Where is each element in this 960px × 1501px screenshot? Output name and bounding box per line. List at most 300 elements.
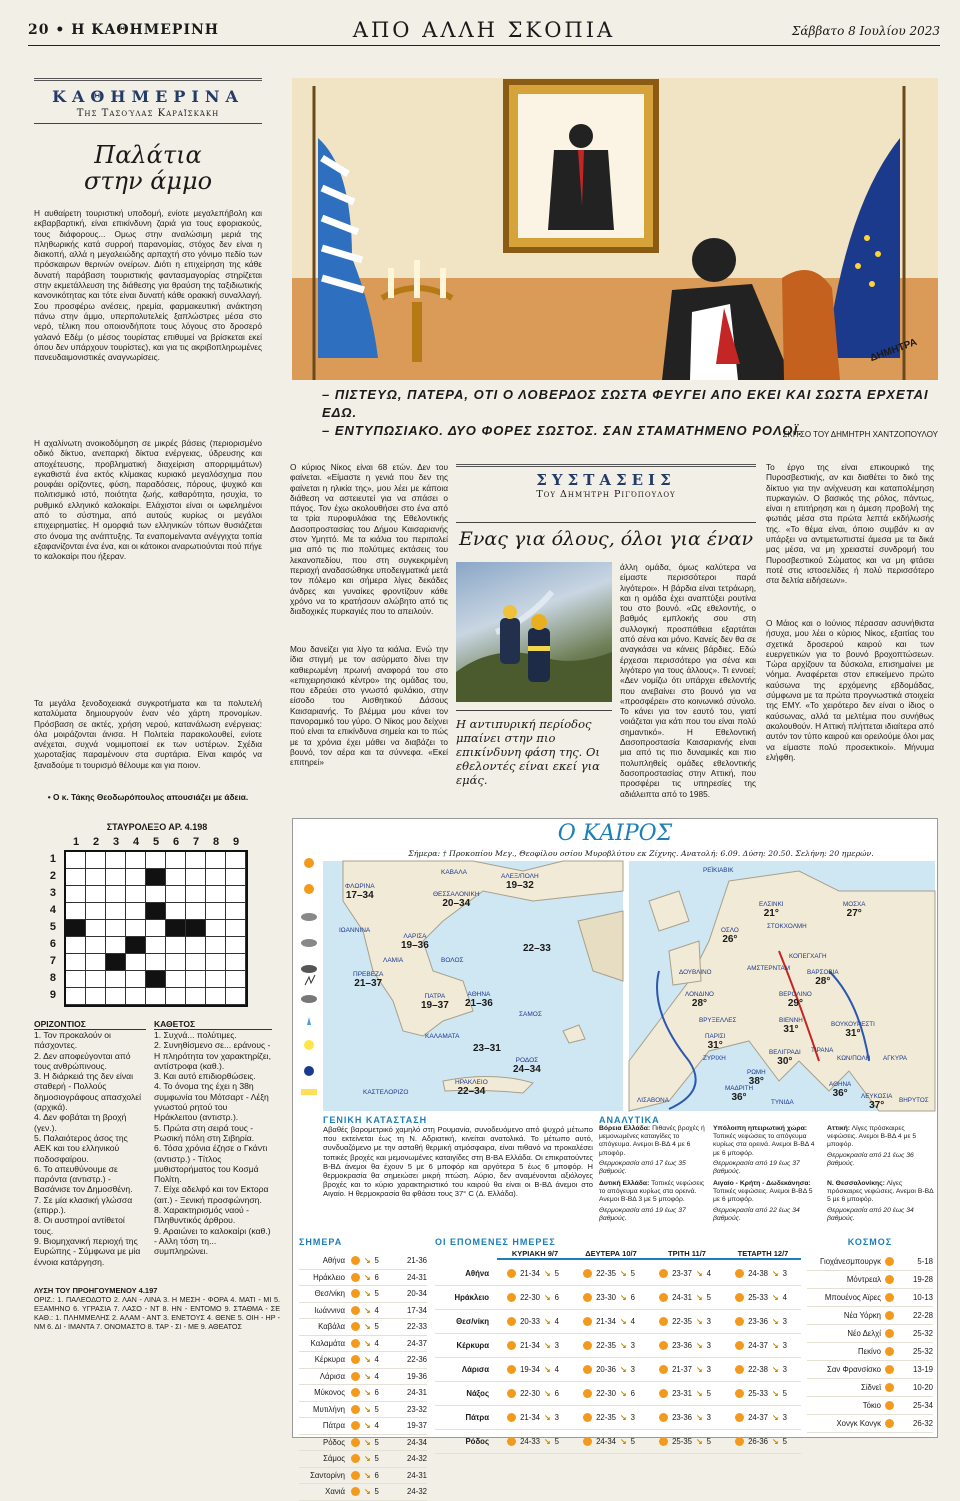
sun-icon: [659, 1269, 668, 1278]
wind-force: 3: [706, 1365, 711, 1374]
temp-range: 20-34: [407, 1289, 427, 1299]
city-name: ΜΟΣΧΑ: [843, 901, 866, 908]
greece-city-label: [441, 957, 464, 964]
column-signoff: • Ο κ. Τάκης Θεοδωρόπουλος απουσιάζει με άδεια.: [47, 792, 249, 802]
city-name: Θεσ/νίκη: [314, 1289, 345, 1299]
wind-force: 5: [374, 1289, 379, 1299]
wind-force: 5: [782, 1437, 787, 1446]
wind-force: 4: [374, 1371, 379, 1381]
sun-icon: [351, 1273, 360, 1282]
general-text: Αβαθές βαρομετρικό χαμηλό στη Ρουμανία, συνοδευόμενο από ψυχρό μέτωπο που εκτείνεται έως τη Ν. Αδριατική, κινείται ανατολικά. Το μέτωπο αυτό, συνδυαζόμενο με την ασταθή θερμική ατμόσφαιρα, είναι πιθανό να προκαλέσει τοπικές βροχές και μεμονωμένες καταιγίδες στη Β-ΒΑ Ελλάδα. Οι επικρατούντες Β-ΒΔ άνεμοι θα έχουν 5 με 6 μποφόρ και αργότερα 5 έως 6 μποφόρ. Η θερμοκρασία θα σημειώσει μικρή πτώση. Αύριο, δεν αναμένονται αξιόλογες βροχές και το κύριο χαρακτηριστικό του καιρού θα είναι οι Β-ΒΔ άνεμοι στο Αιγαίο. Η θερμοκρασία θα φθάσει τους 37° C (Δ. Ελλάδα).: [323, 1125, 593, 1199]
page-number: 20 • Η ΚΑΘΗΜΕΡΙΝΗ: [28, 22, 220, 38]
wind-arrow-icon: ↘: [364, 1355, 371, 1365]
wind-force: 3: [706, 1341, 711, 1350]
temp-range: 22-30: [520, 1389, 541, 1398]
sun-icon: [351, 1421, 360, 1430]
crossword-col-number: 7: [192, 836, 200, 848]
crossword-cell[interactable]: [186, 971, 206, 988]
world-row: [807, 1361, 933, 1379]
crossword-cell[interactable]: [126, 920, 146, 937]
crossword-cell[interactable]: [186, 937, 206, 954]
wind-force: 5: [374, 1437, 379, 1447]
crossword-cell[interactable]: [206, 869, 226, 886]
wind-arrow-icon: ↘: [620, 1293, 627, 1302]
wind-arrow-icon: ↘: [772, 1293, 779, 1302]
next-day-header: ΤΕΤΑΡΤΗ 12/7: [725, 1249, 801, 1260]
sun-icon: [583, 1365, 592, 1374]
crossword-cell[interactable]: [146, 971, 166, 988]
region-temp: Θερμοκρασία από 22 έως 34 βαθμούς.: [713, 1206, 800, 1222]
crossword-cell[interactable]: [86, 869, 106, 886]
crossword-cell[interactable]: [86, 988, 106, 1005]
temp-range: 23-31: [672, 1389, 693, 1398]
crossword-cell[interactable]: [106, 971, 126, 988]
prev-solution-title: ΛΥΣΗ ΤΟΥ ΠΡΟΗΓΟΥΜΕΝΟΥ 4.197: [34, 1286, 158, 1295]
wind-force: 3: [782, 1413, 787, 1422]
column-byline: Της Τασούλας Καραΐσκάκη: [76, 108, 220, 119]
crossword-cell[interactable]: [146, 988, 166, 1005]
world-row: [807, 1325, 933, 1343]
city-name: Αθήνα: [465, 1269, 489, 1278]
city-temp: 21–37: [354, 978, 383, 989]
sun-icon: [507, 1317, 516, 1326]
temp-range: 22-28: [913, 1311, 933, 1320]
crossword-cell[interactable]: [106, 886, 126, 903]
wind-arrow-icon: ↘: [696, 1413, 703, 1422]
crossword-cell[interactable]: [166, 852, 186, 869]
city-name: Κέρκυρα: [456, 1341, 489, 1350]
wind-force: 6: [374, 1470, 379, 1480]
feature-photo: [456, 562, 612, 702]
wind-force: 3: [782, 1365, 787, 1374]
next-days-row: [435, 1310, 801, 1334]
region-forecast: [713, 1125, 821, 1177]
crossword-cell[interactable]: [106, 920, 126, 937]
crossword-cell[interactable]: [186, 903, 206, 920]
crossword-cell[interactable]: [166, 920, 186, 937]
crossword-cell[interactable]: [86, 852, 106, 869]
temp-range: 25-34: [913, 1401, 933, 1410]
city-name: Σίδνεϊ: [861, 1383, 881, 1392]
column-paragraph-3: Τα μεγάλα ξενοδοχειακά συγκροτήματα και τα πολυτελή καταλύματα δημιουργούν έναν νέο χάρτη προνομίων. Πρόσβαση σε ακτές, χρήση νερού, κατανάλωση ενέργειας: όλα μοιράζονται άνισα. Η Πολιτεία παρακολουθεί, ενίοτε ανέχεται, συχνά νομιμοποιεί εκ των υστέρων. Σχέδια χωροταξίας παραμένουν στα συρτάρια. Είναι καιρός να ξαναδούμε τι τουρισμό θέλουμε και για ποιον.: [34, 698, 262, 770]
wind-arrow-icon: ↘: [696, 1365, 703, 1374]
world-row: [807, 1253, 933, 1271]
column-paragraph-2: Η αχαλίνωτη ανοικοδόμηση σε μικρές βάσεις (περιορισμένο οδικό δίκτυο, ανεπαρκή δίκτυα ενέργειας, ύδρευσης και αποχέτευσης, προβληματική διαχείριση απορριμμάτων) εγκαθιστά ένα εκτός κλίμακας κυριακό μεγαλόσχημα που ρουφάει ορίζοντες, φύση, παραδόσεις, πόρους, ψυχικό και πολιτισμικό ιστό, ποιότητα ζωής, καθαρότητα, ησυχία, το ρυθμικό ελληνικό καλοκαίρι. Ελάχιστοι είναι οι ωφελημένοι από το σύστημα, από αυτούς κυρίως οι μεγάλοι επιχειρηματίες. Η ομορφιά των ελληνικών τόπων θυσιάζεται στο όνομα της ανάπτυξης. Τα εναπομείναντα ανέγγιχτα τοπία εξαφανίζονται ένα ένα, και οι κάτοικοι αναρωτιούνται πού πήγε το καλοκαίρι που ήξεραν.: [34, 438, 262, 562]
crossword-cell[interactable]: [106, 954, 126, 971]
crossword-cell[interactable]: [66, 852, 86, 869]
crossword-cell[interactable]: [166, 954, 186, 971]
sun-icon: [351, 1438, 360, 1447]
temp-range: 24-31: [407, 1272, 427, 1282]
city-name: ΚΩΝ/ΠΟΛΗ: [837, 1055, 871, 1062]
crossword-cell[interactable]: [66, 988, 86, 1005]
crossword-cell[interactable]: [226, 920, 246, 937]
crossword: [34, 818, 280, 1438]
europe-city-label: [703, 867, 733, 874]
wind-arrow-icon: ↘: [364, 1272, 371, 1282]
wind-arrow-icon: ↘: [364, 1289, 371, 1299]
world-row: [807, 1379, 933, 1397]
world-row: [807, 1343, 933, 1361]
crossword-col-number: 6: [172, 836, 180, 848]
forecast-cell: [723, 1365, 799, 1374]
crossword-cell[interactable]: [186, 852, 206, 869]
wind-force: 4: [374, 1338, 379, 1348]
city-temp: 31°: [783, 1024, 799, 1035]
feature-col-1: Ο κύριος Νίκος είναι 68 ετών. Δεν του φαίνεται. «Είμαστε η γενιά που δεν της φαίνεται η ηλικία της», μου λέει με κάποια διάθεση να αστειευτεί για να σπάσει ο πάγος. Τον έχω ακολουθήσει στο ένα από τα τρία πυροφυλάκια της Εθελοντικής Δασοπροστασίας του Δήμου Καισαριανής στον Υμηττό. Με τα κιάλια του περιπολεί μια από τις πιο πολύτιμες εκτάσεις του λεκανοπεδίου, που στη συγκεκριμένη περιοχή αναδασώθηκε υποδειγματικά μετά τον πόλεμο και σήμερα λίγες δεκάδες άνδρες και γυναίκες φροντίζουν κάθε χρόνο να το κρατήσουν αλώβητο από τις διαδοχικές πυρκαγιές που το απειλούν.: [290, 462, 448, 617]
general-title: ΓΕΝΙΚΗ ΚΑΤΑΣΤΑΣΗ: [323, 1115, 428, 1125]
today-row: [299, 1402, 427, 1419]
crossword-cell[interactable]: [106, 903, 126, 920]
crossword-row-number: 8: [49, 972, 56, 984]
city-name: ΣΑΜΟΣ: [519, 1011, 542, 1018]
city-name: Καλαμάτα: [310, 1338, 345, 1348]
crossword-row-number: 9: [49, 989, 56, 1001]
crossword-cell[interactable]: [126, 886, 146, 903]
wind-force: 3: [782, 1269, 787, 1278]
forecast-cell: [495, 1317, 571, 1326]
crossword-cell[interactable]: [146, 937, 166, 954]
crossword-cell[interactable]: [86, 903, 106, 920]
crossword-cell[interactable]: [126, 954, 146, 971]
crossword-cell[interactable]: [66, 971, 86, 988]
temp-range: 24-32: [407, 1487, 427, 1497]
crossword-col-number: 3: [112, 836, 120, 848]
wind-arrow-icon: ↘: [696, 1269, 703, 1278]
today-row: [299, 1385, 427, 1402]
wind-arrow-icon: ↘: [620, 1389, 627, 1398]
wind-force: 3: [554, 1341, 559, 1350]
forecast-cell: [571, 1389, 647, 1398]
temp-range: 22-35: [596, 1413, 617, 1422]
crossword-cell[interactable]: [86, 920, 106, 937]
greece-city-label: [473, 1043, 501, 1054]
forecast-cell: [723, 1413, 799, 1422]
region-name: Αττική:: [827, 1125, 851, 1132]
temp-range: 21-34: [520, 1413, 541, 1422]
temp-range: 20-36: [596, 1365, 617, 1374]
crossword-cell[interactable]: [66, 937, 86, 954]
wind-arrow-icon: ↘: [772, 1413, 779, 1422]
temp-range: 24-37: [407, 1338, 427, 1348]
today-row: [299, 1253, 427, 1270]
greece-city-label: [421, 993, 449, 1011]
crossword-cell[interactable]: [166, 869, 186, 886]
city-name: Τόκιο: [862, 1401, 881, 1410]
region-temp: Θερμοκρασία από 20 έως 34 βαθμούς.: [827, 1206, 914, 1222]
europe-city-label: [699, 1017, 736, 1024]
temp-range: 22-33: [407, 1322, 427, 1332]
sun-icon: [351, 1471, 360, 1480]
city-name: ΑΓΚΥΡΑ: [883, 1055, 908, 1062]
europe-city-label: [779, 991, 812, 1009]
crossword-cell[interactable]: [86, 971, 106, 988]
crossword-cell[interactable]: [106, 869, 126, 886]
crossword-cell[interactable]: [66, 869, 86, 886]
city-name: ΡΕΪΚΙΑΒΙΚ: [703, 867, 734, 874]
crossword-cell[interactable]: [186, 954, 206, 971]
crossword-cell[interactable]: [146, 903, 166, 920]
temp-range: 10-20: [913, 1383, 933, 1392]
temp-range: 23-36: [672, 1413, 693, 1422]
crossword-cell[interactable]: [126, 988, 146, 1005]
europe-city-label: [779, 1017, 803, 1035]
crossword-cell[interactable]: [106, 937, 126, 954]
wind-arrow-icon: ↘: [620, 1269, 627, 1278]
region-text: Τοπικές νεφώσεις το απόγευμα κυρίως στα ορεινά. Ανεμοι Β-ΒΔ 3 με 5 μποφόρ.: [599, 1180, 705, 1204]
city-name: Αθήνα: [322, 1256, 345, 1266]
city-temp: 22–33: [523, 943, 551, 954]
crossword-cell[interactable]: [126, 852, 146, 869]
temp-range: 22-35: [672, 1317, 693, 1326]
crossword-cell[interactable]: [226, 988, 246, 1005]
cartoon-caption: – ΠΙΣΤΕΥΩ, ΠΑΤΕΡΑ, ΟΤΙ Ο ΛΟΒΕΡΔΟΣ ΣΩΣΤΑ ΦΕΥΓΕΙ ΑΠΟ ΕΚΕΙ ΚΑΙ ΣΩΣΤΑ ΕΡΧΕΤΑΙ ΕΔΩ. – ΕΝΤΥΠΩΣΙΑΚΟ. ΔΥΟ ΦΟΡΕΣ ΣΩΣΤΟΣ. ΣΑΝ ΣΤΑΜΑΤΗΜΕΝΟ ΡΟΛΟΪ.: [322, 387, 929, 438]
crossword-cell[interactable]: [226, 886, 246, 903]
crossword-cell[interactable]: [186, 988, 206, 1005]
today-row: [299, 1336, 427, 1353]
crossword-cell[interactable]: [146, 954, 166, 971]
city-name: ΟΣΛΟ: [721, 927, 739, 934]
crossword-cell[interactable]: [126, 971, 146, 988]
city-name: ΠΡΕΒΕΖΑ: [353, 971, 384, 978]
temp-range: 5-18: [917, 1257, 933, 1266]
crossword-cell[interactable]: [206, 937, 226, 954]
crossword-cell[interactable]: [86, 954, 106, 971]
weather-section: [292, 818, 938, 1497]
temp-range: 22-30: [596, 1389, 617, 1398]
crossword-cell[interactable]: [146, 920, 166, 937]
wind-arrow-icon: ↘: [620, 1413, 627, 1422]
crossword-cell[interactable]: [226, 954, 246, 971]
europe-city-label: [721, 927, 739, 945]
city-name: Ηράκλειο: [454, 1293, 489, 1302]
city-name: ΚΑΛΑΜΑΤΑ: [425, 1033, 460, 1040]
wind-force: 3: [630, 1365, 635, 1374]
city-name: Σαντορίνη: [310, 1470, 345, 1480]
greece-city-label: [465, 991, 493, 1009]
temp-range: 23-37: [672, 1269, 693, 1278]
crossword-cell[interactable]: [66, 920, 86, 937]
city-name: ΘΕΣΣΑΛΟΝΙΚΗ: [433, 891, 480, 898]
city-name: Ρόδος: [465, 1437, 489, 1446]
forecast-cell: [647, 1269, 723, 1278]
city-name: Χονγκ Κονγκ: [836, 1419, 881, 1428]
europe-city-label: [883, 1055, 907, 1062]
wind-force: 3: [782, 1341, 787, 1350]
crossword-cell[interactable]: [206, 920, 226, 937]
crossword-cell[interactable]: [146, 886, 166, 903]
city-temp: 31°: [845, 1028, 861, 1039]
greece-city-label: [455, 1079, 488, 1097]
city-temp: 28°: [815, 976, 831, 987]
crossword-cell[interactable]: [186, 886, 206, 903]
wind-force: 4: [554, 1365, 559, 1374]
greece-city-label: [401, 933, 429, 951]
crossword-cell[interactable]: [206, 954, 226, 971]
sun-icon: [351, 1388, 360, 1397]
sun-icon: [583, 1317, 592, 1326]
sun-icon: [735, 1269, 744, 1278]
temp-range: 10-13: [913, 1293, 933, 1302]
sun-icon: [351, 1372, 360, 1381]
feature-label: ΣΥΣΤΑΣΕΙΣ: [536, 471, 676, 489]
wind-arrow-icon: ↘: [620, 1365, 627, 1374]
crossword-cell[interactable]: [186, 920, 206, 937]
wind-force: 6: [630, 1293, 635, 1302]
forecast-cell: [495, 1341, 571, 1350]
wind-force: 5: [630, 1269, 635, 1278]
city-name: ΤΙΡΑΝΑ: [811, 1047, 834, 1054]
crossword-cell[interactable]: [206, 852, 226, 869]
temp-range: 23-30: [596, 1293, 617, 1302]
crossword-cell[interactable]: [166, 988, 186, 1005]
sun-icon: [885, 1293, 894, 1302]
crossword-cell[interactable]: [146, 852, 166, 869]
city-temp: 31°: [707, 1040, 723, 1051]
region-text: Πιθανές βροχές ή μεμονωμένες καταιγίδες το απόγευμα. Ανεμοι Β-ΒΔ 4 με 6 μποφόρ.: [599, 1125, 705, 1157]
temp-range: 24-34: [596, 1437, 617, 1446]
crossword-row-numbers: [34, 853, 64, 1007]
crossword-row-number: 1: [49, 853, 56, 865]
next-days-row: [435, 1286, 801, 1310]
crossword-cell[interactable]: [226, 971, 246, 988]
sun-icon: [507, 1389, 516, 1398]
temp-range: 26-32: [913, 1419, 933, 1428]
europe-city-label: [829, 1081, 851, 1099]
feature-byline: Του Δημήτρη Ριγόπουλου: [536, 489, 676, 500]
crossword-cell[interactable]: [206, 903, 226, 920]
wind-force: 5: [706, 1389, 711, 1398]
sun-icon: [583, 1269, 592, 1278]
wind-arrow-icon: ↘: [696, 1389, 703, 1398]
sun-icon: [659, 1293, 668, 1302]
forecast-cell: [723, 1341, 799, 1350]
city-name: ΔΟΥΒΛΙΝΟ: [679, 969, 712, 976]
region-temp: Θερμοκρασία από 21 έως 36 βαθμούς.: [827, 1151, 914, 1167]
city-name: ΕΛΣΙΝΚΙ: [759, 901, 784, 908]
city-name: ΑΘΗΝΑ: [829, 1081, 852, 1088]
crossword-cell[interactable]: [206, 971, 226, 988]
temp-range: 20-33: [520, 1317, 541, 1326]
crossword-cell[interactable]: [66, 886, 86, 903]
wind-force: 4: [554, 1317, 559, 1326]
crossword-cell[interactable]: [226, 869, 246, 886]
wind-force: 5: [630, 1437, 635, 1446]
europe-city-label: [685, 991, 714, 1009]
crossword-cell[interactable]: [106, 852, 126, 869]
feature-header: [456, 464, 756, 520]
crossword-cell[interactable]: [126, 869, 146, 886]
city-name: ΒΙΕΝΝΗ: [779, 1017, 803, 1024]
next-days-table: [435, 1237, 801, 1454]
crossword-grid[interactable]: [64, 850, 248, 1007]
feature-article: [290, 446, 938, 806]
city-name: Μπουένος Αϊρες: [824, 1293, 881, 1302]
city-name: ΤΥΝΙΔΑ: [771, 1099, 794, 1106]
sun-icon: [735, 1341, 744, 1350]
wind-arrow-icon: ↘: [772, 1389, 779, 1398]
city-name: ΦΛΩΡΙΝΑ: [345, 883, 375, 890]
crossword-cell[interactable]: [166, 903, 186, 920]
crossword-cell[interactable]: [126, 903, 146, 920]
city-temp: 20–34: [442, 898, 471, 909]
crossword-col-number: 4: [132, 836, 140, 848]
temp-range: 21-34: [520, 1341, 541, 1350]
today-row: [299, 1369, 427, 1386]
forecast-cell: [571, 1317, 647, 1326]
city-temp: 26°: [722, 934, 738, 945]
crossword-cell[interactable]: [226, 852, 246, 869]
wind-force: 6: [630, 1389, 635, 1398]
city-name: Καβάλα: [318, 1322, 345, 1332]
crossword-cell[interactable]: [206, 886, 226, 903]
city-name: ΚΑΒΑΛΑ: [441, 869, 468, 876]
temp-range: 24-34: [407, 1437, 427, 1447]
crossword-cell[interactable]: [86, 937, 106, 954]
temp-range: 25-35: [672, 1437, 693, 1446]
firefighters-image: [456, 562, 612, 702]
crossword-cell[interactable]: [66, 903, 86, 920]
city-temp: 28°: [691, 998, 708, 1009]
sun-icon: [735, 1413, 744, 1422]
crossword-cell[interactable]: [206, 988, 226, 1005]
prev-solution: ΟΡΙΖ.: 1. ΠΑΛΕΟΔΟΤΟ 2. ΛΑΝ - ΛΙΝΑ 3. Η ΜΕΣΗ - ΦΟΡΑ 4. ΜΑΤΙ - ΜΙ 5. ΕΞΑΜΗΝΟ 6. ΥΓΡΑΣΙΑ 7. ΛΑΣΟ - ΝΤ 8. ΗΝ - ΕΝΤΟΜΟ 9. ΣΤΑΘΜΑ - ΣΕ ΚΑΘ.: 1. ΠΛΗΜΜΕΛΗΣ 2. ΑΛΑΜ - ΑΝΤ 3. ΕΝΕΤΟΥΣ 4. ΘΕΝΕ 5. ΟΙΗ - ΗΡ - ΝΜ 6. ΔΙ - ΙΜΑΝΤΑ 7. ΟΝΟΜΑΣΤΟ 8. ΤΑΡ - ΣΙ - ΜΕ 9. ΑΘΕΑΤΟΣ: [34, 1295, 280, 1331]
world-row: [807, 1271, 933, 1289]
city-name: Πεκίνο: [858, 1347, 881, 1356]
crossword-cell[interactable]: [66, 954, 86, 971]
sun-icon: [583, 1437, 592, 1446]
sun-icon: [507, 1413, 516, 1422]
next-days-row: [435, 1382, 801, 1406]
issue-date: Σάββατο 8 Ιουλίου 2023: [791, 24, 940, 38]
city-name: Ιωάννινα: [314, 1305, 345, 1315]
wind-arrow-icon: ↘: [544, 1365, 551, 1374]
wind-force: 5: [554, 1269, 559, 1278]
crossword-cell[interactable]: [126, 937, 146, 954]
sun-icon: [507, 1341, 516, 1350]
wind-arrow-icon: ↘: [696, 1293, 703, 1302]
crossword-cell[interactable]: [166, 886, 186, 903]
city-name: ΡΟΔΟΣ: [515, 1057, 539, 1064]
sun-icon: [659, 1389, 668, 1398]
today-row: [299, 1270, 427, 1287]
crossword-cell[interactable]: [166, 937, 186, 954]
crossword-cell[interactable]: [106, 988, 126, 1005]
across-clues: 1. Τον προκαλούν οι πάσχοντες. 2. Δεν αποφεύγονται από τους ανθρώπινους. 3. Η διάρκειά της δεν είναι σταθερή - Πολλούς δημοσιογράφους απασχολεί (αρχικά). 4. Δεν φοβάται τη βροχή (γεν.). 5. Παλαιότερος άσος της ΑΕΚ και του ελληνικού ποδοσφαίρου. 6. Το απευθύνουμε σε παρόντα (αντιστρ.) - Βασάνισε τον Δημοσθένη. 7. Σε μία κλασική γλώσσα (επιρρ.). 8. Οι αυστηροί αντίθετοί τους. 9. Βιομηχανική περιοχή της Ευρώπης - Σύμφωνα με μία έννοια κατάργηση.: [34, 1030, 142, 1267]
general-situation: [323, 1115, 593, 1225]
europe-city-label: [811, 1047, 833, 1054]
region-text: Λίγες πρόσκαιρες νεφώσεις. Ανεμοι Β-ΒΔ 4 με 5 μποφόρ.: [827, 1125, 917, 1149]
sun-icon: [351, 1256, 360, 1265]
crossword-cell[interactable]: [86, 886, 106, 903]
temp-range: 19-34: [520, 1365, 541, 1374]
crossword-cell[interactable]: [186, 869, 206, 886]
crossword-cell[interactable]: [146, 869, 166, 886]
crossword-cell[interactable]: [226, 937, 246, 954]
temp-range: 26-36: [748, 1437, 769, 1446]
crossword-cell[interactable]: [226, 903, 246, 920]
crossword-title: ΣΤΑΥΡΟΛΕΞΟ ΑΡ. 4.198: [106, 822, 208, 832]
region-forecast: [713, 1180, 821, 1232]
crossword-cell[interactable]: [166, 971, 186, 988]
temp-range: 24-31: [407, 1470, 427, 1480]
city-name: Νέα Υόρκη: [843, 1311, 881, 1320]
temp-range: 25-32: [913, 1329, 933, 1338]
region-temp: Θερμοκρασία από 17 έως 35 βαθμούς.: [599, 1159, 686, 1176]
temp-range: 22-35: [596, 1269, 617, 1278]
europe-city-label: [769, 1049, 801, 1067]
forecast-cell: [571, 1293, 647, 1302]
